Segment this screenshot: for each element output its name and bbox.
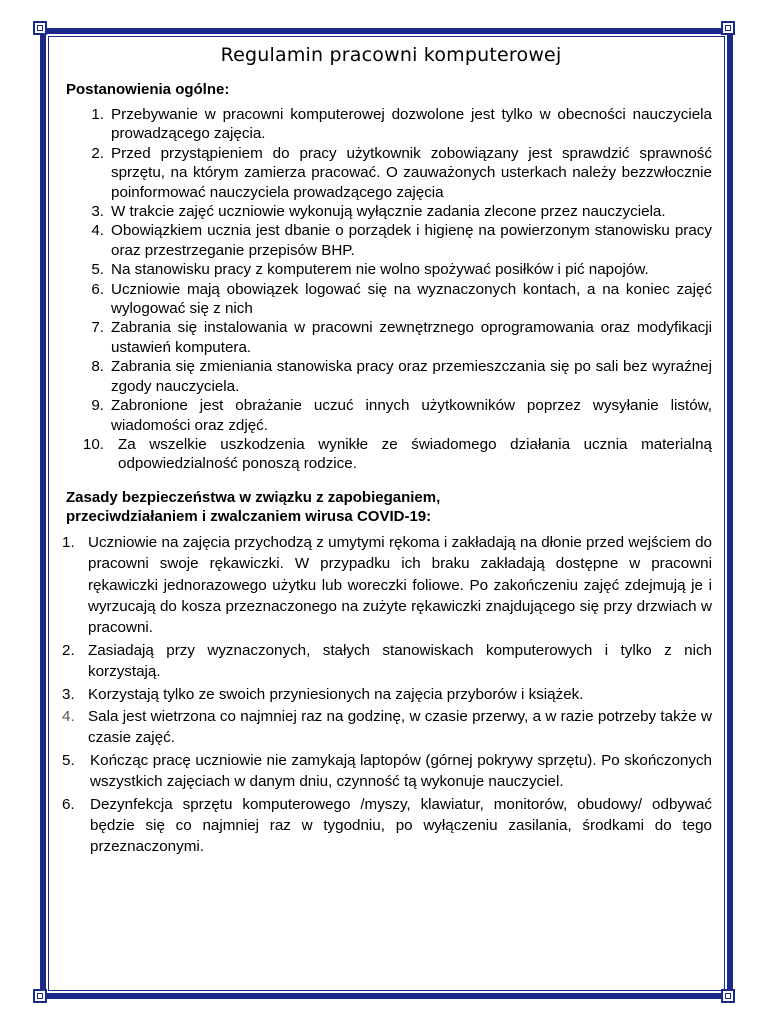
corner-ornament-bottom-left xyxy=(33,989,47,1003)
list-item: 3. Korzystają tylko ze swoich przyniesionych na zajęcia przyborów i książek. xyxy=(62,685,584,703)
general-rules-list xyxy=(62,105,712,474)
corner-ornament-bottom-right xyxy=(721,989,735,1003)
section-heading-covid: Zasady bezpieczeństwa w związku z zapobieganiem, przeciwdziałaniem i zwalczaniem wirusa COVID-19: xyxy=(66,488,441,525)
section-heading-general: Postanowienia ogólne: xyxy=(66,81,230,98)
list-item: 1. Przebywanie w pracowni komputerowej dozwolone jest tylko w obecności nauczyciela prowadzącego zajęcia. xyxy=(91,106,712,143)
list-item: 3. W trakcie zajęć uczniowie wykonują wyłącznie zadania zlecone przez nauczyciela. xyxy=(91,203,666,221)
document-title: Regulamin pracowni komputerowej xyxy=(220,44,562,66)
list-item: 2. Zasiadają przy wyznaczonych, stałych stanowiskach komputerowych i tylko z nich korzystają. xyxy=(62,641,712,681)
covid-rules-list xyxy=(62,532,712,858)
list-item: 1. Uczniowie na zajęcia przychodzą z umytymi rękoma i zakładają na dłonie przed wejściem do pracowni swoje rękawiczki. W przypadku ich braku zakładają dostępne w pracowni rękawiczki jednorazowego użytku lub woreczki foliowe. Po zakończeniu zajęć zdejmują je i wyrzucają do kosza przeznaczonego na zużyte rękawiczki znajdującego się przy drzwiach w pracowni. xyxy=(62,533,712,637)
list-item: 9. Zabronione jest obrażanie uczuć innych użytkowników poprzez wysyłanie listów, wiadomości oraz zdjęć. xyxy=(91,397,712,434)
list-item: 6. Dezynfekcja sprzętu komputerowego /myszy, klawiatur, monitorów, obudowy/ odbywać będzie się co najmniej raz w tygodniu, po wyłączeniu zasilania, środkami do tego przeznaczonymi. xyxy=(62,795,712,856)
list-item: 10. Za wszelkie uszkodzenia wynikłe ze świadomego działania ucznia materialną odpowiedzialność ponoszą rodzice. xyxy=(82,435,712,473)
list-item: 2. Przed przystąpieniem do pracy użytkownik zobowiązany jest sprawdzić sprawność sprzętu, na którym zamierza pracować. O zauważonych usterkach należy bezzwłocznie poinformować nauczyciela prowadzącego zajęcia xyxy=(91,144,712,201)
list-item: 7. Zabrania się instalowania w pracowni zewnętrznego oprogramowania oraz modyfikacji ustawień komputera. xyxy=(91,319,712,356)
list-item: 6. Uczniowie mają obowiązek logować się na wyznaczonych kontach, a na koniec zajęć wylogować się z nich xyxy=(91,280,712,318)
document-body xyxy=(62,44,712,859)
list-item: 5. Na stanowisku pracy z komputerem nie wolno spożywać posiłków i pić napojów. xyxy=(91,261,649,279)
list-item: 8. Zabrania się zmieniania stanowiska pracy oraz przemieszczania się po sali bez wyraźnej zgody nauczyciela. xyxy=(91,358,712,395)
list-item: 4. Sala jest wietrzona co najmniej raz na godzinę, w czasie przerwy, a w razie potrzeby także w czasie zajęć. xyxy=(62,707,712,747)
list-item: 5. Kończąc pracę uczniowie nie zamykają laptopów (górnej pokrywy sprzętu). Po skończonych wszystkich zajęciach w danym dniu, czynność tą wykonuje nauczyciel. xyxy=(62,751,712,791)
corner-ornament-top-left xyxy=(33,21,47,35)
list-item: 4. Obowiązkiem ucznia jest dbanie o porządek i higienę na powierzonym stanowisku pracy oraz przestrzeganie przepisów BHP. xyxy=(91,222,712,259)
corner-ornament-top-right xyxy=(721,21,735,35)
